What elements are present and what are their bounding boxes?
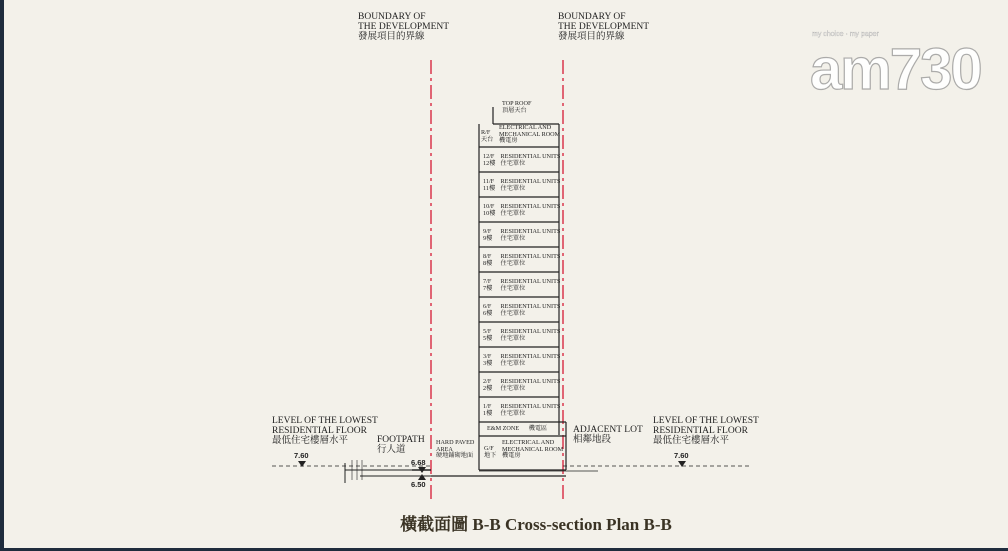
roof-floor-label-en2: MECHANICAL ROOM [499, 130, 561, 138]
boundary-right-en1: BOUNDARY OF [558, 12, 626, 22]
floor-label-zh: 住宅單位 [500, 359, 526, 367]
floor-label: RESIDENTIAL UNITS [500, 228, 561, 235]
boundary-left-en2: THE DEVELOPMENT [358, 21, 450, 32]
boundary-right-zh: 發展項目的界線 [558, 31, 625, 42]
ground-floor-label-en1: ELECTRICAL AND [502, 439, 555, 446]
floor-row-10 [483, 204, 560, 217]
floor-row-7 [483, 279, 560, 292]
roof-floor-code-zh: 天台 [481, 135, 494, 143]
floor-label-zh: 住宅單位 [500, 334, 526, 342]
am730-watermark-logo [810, 28, 981, 102]
lowest-floor-left-en1: LEVEL OF THE LOWEST [272, 416, 378, 426]
ground-floor-label-zh: 機電房 [502, 452, 521, 459]
level-value-lower: 6.50 [411, 480, 426, 489]
boundary-label-right [558, 13, 649, 43]
floor-code: 11/F [483, 178, 495, 185]
floor-label-zh: 住宅單位 [500, 234, 526, 242]
floor-code-zh: 10樓 [483, 209, 496, 217]
floor-code: 2/F [483, 378, 492, 385]
floor-code: 9/F [483, 228, 492, 235]
top-roof-zh: 頂層天台 [502, 106, 527, 114]
floor-label: RESIDENTIAL UNITS [500, 203, 561, 210]
boundary-right-en2: THE DEVELOPMENT [558, 21, 650, 32]
floor-code: 1/F [483, 403, 492, 410]
floor-code: 7/F [483, 278, 492, 285]
floor-label: RESIDENTIAL UNITS [500, 153, 561, 160]
floor-code-zh: 7樓 [483, 284, 493, 292]
level-value-left: 7.60 [294, 451, 309, 460]
drawing-caption: 橫截面圖 B-B Cross-section Plan B-B [400, 515, 672, 534]
footpath-label [377, 436, 425, 456]
floor-row-6 [483, 304, 560, 317]
lowest-floor-right-en2: RESIDENTIAL FLOOR [653, 425, 748, 436]
roof-floor-code [481, 130, 493, 143]
roof-floor-label-zh: 機電房 [499, 137, 518, 144]
floor-code-zh: 9樓 [483, 234, 493, 242]
floor-label: RESIDENTIAL UNITS [500, 303, 561, 310]
boundary-left-zh: 發展項目的界線 [358, 31, 425, 42]
floor-code: 6/F [483, 303, 492, 310]
top-roof-en: TOP ROOF [502, 100, 532, 107]
floor-label: RESIDENTIAL UNITS [500, 353, 561, 360]
ground-floor-code [484, 446, 496, 459]
floor-label: RESIDENTIAL UNITS [500, 403, 561, 410]
watermark-slogan: my choice · my paper [812, 31, 879, 38]
footpath-zh: 行人道 [377, 444, 406, 455]
floor-label-zh: 住宅單位 [500, 159, 526, 167]
floor-code-zh: 6樓 [483, 309, 493, 317]
footpath-en: FOOTPATH [377, 435, 425, 445]
floor-label: RESIDENTIAL UNITS [500, 328, 561, 335]
floor-code-zh: 11樓 [483, 184, 496, 192]
lowest-floor-right-zh: 最低住宅樓層水平 [653, 435, 730, 446]
hard-paved-zh: 硬地鋪砌地面 [436, 452, 474, 459]
floor-code-zh: 8樓 [483, 259, 493, 267]
hard-paved-label [436, 440, 474, 460]
floor-code-zh: 5樓 [483, 334, 493, 342]
floor-code: 10/F [483, 203, 495, 210]
adjacent-lot-en: ADJACENT LOT [573, 425, 643, 435]
floor-label: RESIDENTIAL UNITS [500, 378, 561, 385]
level-value-right: 7.60 [674, 451, 689, 460]
floor-code: 3/F [483, 353, 492, 360]
boundary-left-en1: BOUNDARY OF [358, 12, 426, 22]
em-zone-en: E&M ZONE [487, 425, 520, 432]
hard-paved-en2: AREA [436, 445, 453, 453]
lowest-floor-left-en2: RESIDENTIAL FLOOR [272, 425, 367, 436]
floor-label-zh: 住宅單位 [500, 384, 526, 392]
ground-floor-label [502, 440, 563, 460]
floor-label-zh: 住宅單位 [500, 209, 526, 217]
floor-row-9 [483, 229, 560, 242]
watermark-brand: am730 [810, 37, 981, 102]
floor-label: RESIDENTIAL UNITS [500, 253, 561, 260]
floor-row-12 [483, 154, 560, 167]
level-marker-left [298, 461, 306, 467]
floor-label-zh: 住宅單位 [500, 409, 526, 417]
floor-row-3 [483, 354, 560, 367]
floor-row-5 [483, 329, 560, 342]
floor-label-zh: 住宅單位 [500, 259, 526, 267]
floor-label-zh: 住宅單位 [500, 284, 526, 292]
boundary-label-left [358, 13, 449, 43]
top-roof-label [502, 101, 531, 114]
floor-code-zh: 2樓 [483, 384, 493, 392]
em-zone-zh: 機電區 [528, 425, 548, 432]
ground-floor-code-en: G/F [484, 445, 494, 452]
floor-code-zh: 12樓 [483, 159, 496, 167]
roof-floor-code-en: R/F [481, 129, 491, 136]
hard-paved-en1: HARD PAVED [436, 439, 475, 446]
adjacent-lot-label [573, 426, 643, 446]
lowest-floor-label-left [272, 417, 378, 447]
lowest-floor-left-zh: 最低住宅樓層水平 [272, 435, 349, 446]
floor-row-8 [483, 254, 560, 267]
floor-code-zh: 3樓 [483, 359, 493, 367]
floor-code: 12/F [483, 153, 495, 160]
floor-row-1 [483, 404, 560, 417]
floor-row-2 [483, 379, 560, 392]
floor-row-11 [483, 179, 560, 192]
floor-label-zh: 住宅單位 [500, 184, 526, 192]
floor-code: 8/F [483, 253, 492, 260]
floor-label: RESIDENTIAL UNITS [500, 278, 561, 285]
level-value-upper: 6.68 [411, 458, 426, 467]
em-zone-label [487, 426, 547, 433]
roof-floor-label [499, 125, 560, 145]
floor-label: RESIDENTIAL UNITS [500, 178, 561, 185]
adjacent-lot-zh: 相鄰地段 [573, 434, 612, 445]
lowest-floor-right-en1: LEVEL OF THE LOWEST [653, 416, 759, 426]
floor-code: 5/F [483, 328, 492, 335]
ground-floor-label-en2: MECHANICAL ROOM [502, 445, 564, 453]
ground-floor-code-zh: 地下 [484, 451, 497, 459]
floor-label-zh: 住宅單位 [500, 309, 526, 317]
floor-code-zh: 1樓 [483, 409, 493, 417]
lowest-floor-label-right [653, 417, 759, 447]
roof-floor-label-en1: ELECTRICAL AND [499, 124, 552, 131]
